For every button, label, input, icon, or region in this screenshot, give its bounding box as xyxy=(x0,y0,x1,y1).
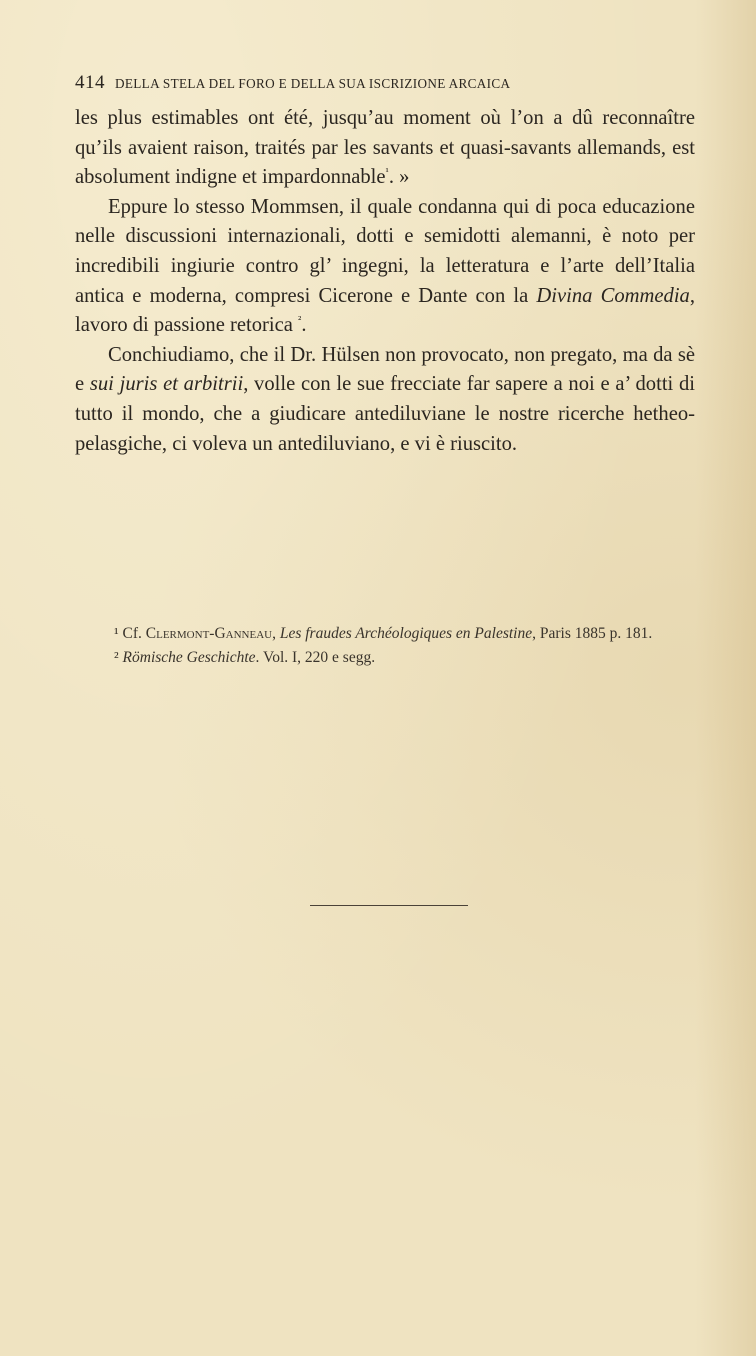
footnote-2-rest: . Vol. I, 220 e segg. xyxy=(255,649,376,666)
page-header xyxy=(75,72,695,102)
paragraph-3-text-b: , volle con le sue frecciate far sapere a noi e a’ dotti di tutto il mondo, che a giudicare antediluviane le nostre ricerche hetheo-pelasgiche, ci voleva un antediluviano, e vi è riuscito. xyxy=(75,373,695,455)
paragraph-1-text: les plus estimables ont été, jusqu’au moment où l’on a dû reconnaître qu’ils avaient raison, traités par les savants et quasi-savants allemands, est absolument indigne et impardonnable xyxy=(75,107,695,189)
footnote-1-author: Clermont-Ganneau xyxy=(145,625,273,642)
footnote-1-cf: Cf. xyxy=(122,625,142,642)
footnote-ref-2: ² xyxy=(298,314,302,327)
paragraph-2-italic: Divina Commedia xyxy=(536,284,690,307)
page-number: 414 xyxy=(75,72,105,93)
paragraph-1 xyxy=(75,104,695,193)
footnote-ref-1: ¹ xyxy=(385,166,389,179)
paragraph-2-text-a: Eppure lo stesso Mommsen, il quale condanna qui di poca educazione nelle discussioni internazionali, dotti e semidotti alemanni, è noto per incredibili ingiurie contro gl’ ingegni, la letteratura e l’arte dell’Italia antica e moderna, compresi Cicerone e Dante con la xyxy=(75,195,695,307)
footnote-1-sep: , xyxy=(272,625,276,642)
footnote-1-title: Les fraudes Archéologiques en Palestine xyxy=(279,625,533,642)
footnote-1 xyxy=(78,622,696,646)
paragraph-2 xyxy=(75,193,695,341)
footnote-1-rest: , Paris 1885 p. 181. xyxy=(532,625,653,642)
footnote-2 xyxy=(78,646,696,670)
footnotes xyxy=(78,622,696,670)
footnote-2-marker: ² xyxy=(114,649,119,666)
footnote-2-title: Römische Geschichte xyxy=(122,649,256,666)
paragraph-3-italic: sui juris et arbitrii xyxy=(89,373,244,396)
footnote-1-marker: ¹ xyxy=(114,625,119,642)
running-title: DELLA STELA DEL FORO E DELLA SUA ISCRIZIONE ARCAICA xyxy=(115,76,511,91)
paragraph-1-end: . » xyxy=(388,166,410,189)
paragraph-3-text-a: Conchiudiamo, che il Dr. Hülsen non provocato, non pregato, ma da sè e xyxy=(75,343,695,396)
paragraph-2-end: . xyxy=(301,314,307,337)
end-rule xyxy=(310,905,468,906)
paragraph-3 xyxy=(75,341,695,459)
main-text xyxy=(75,104,695,459)
paragraph-2-text-b: , lavoro di passione retorica xyxy=(75,284,695,337)
